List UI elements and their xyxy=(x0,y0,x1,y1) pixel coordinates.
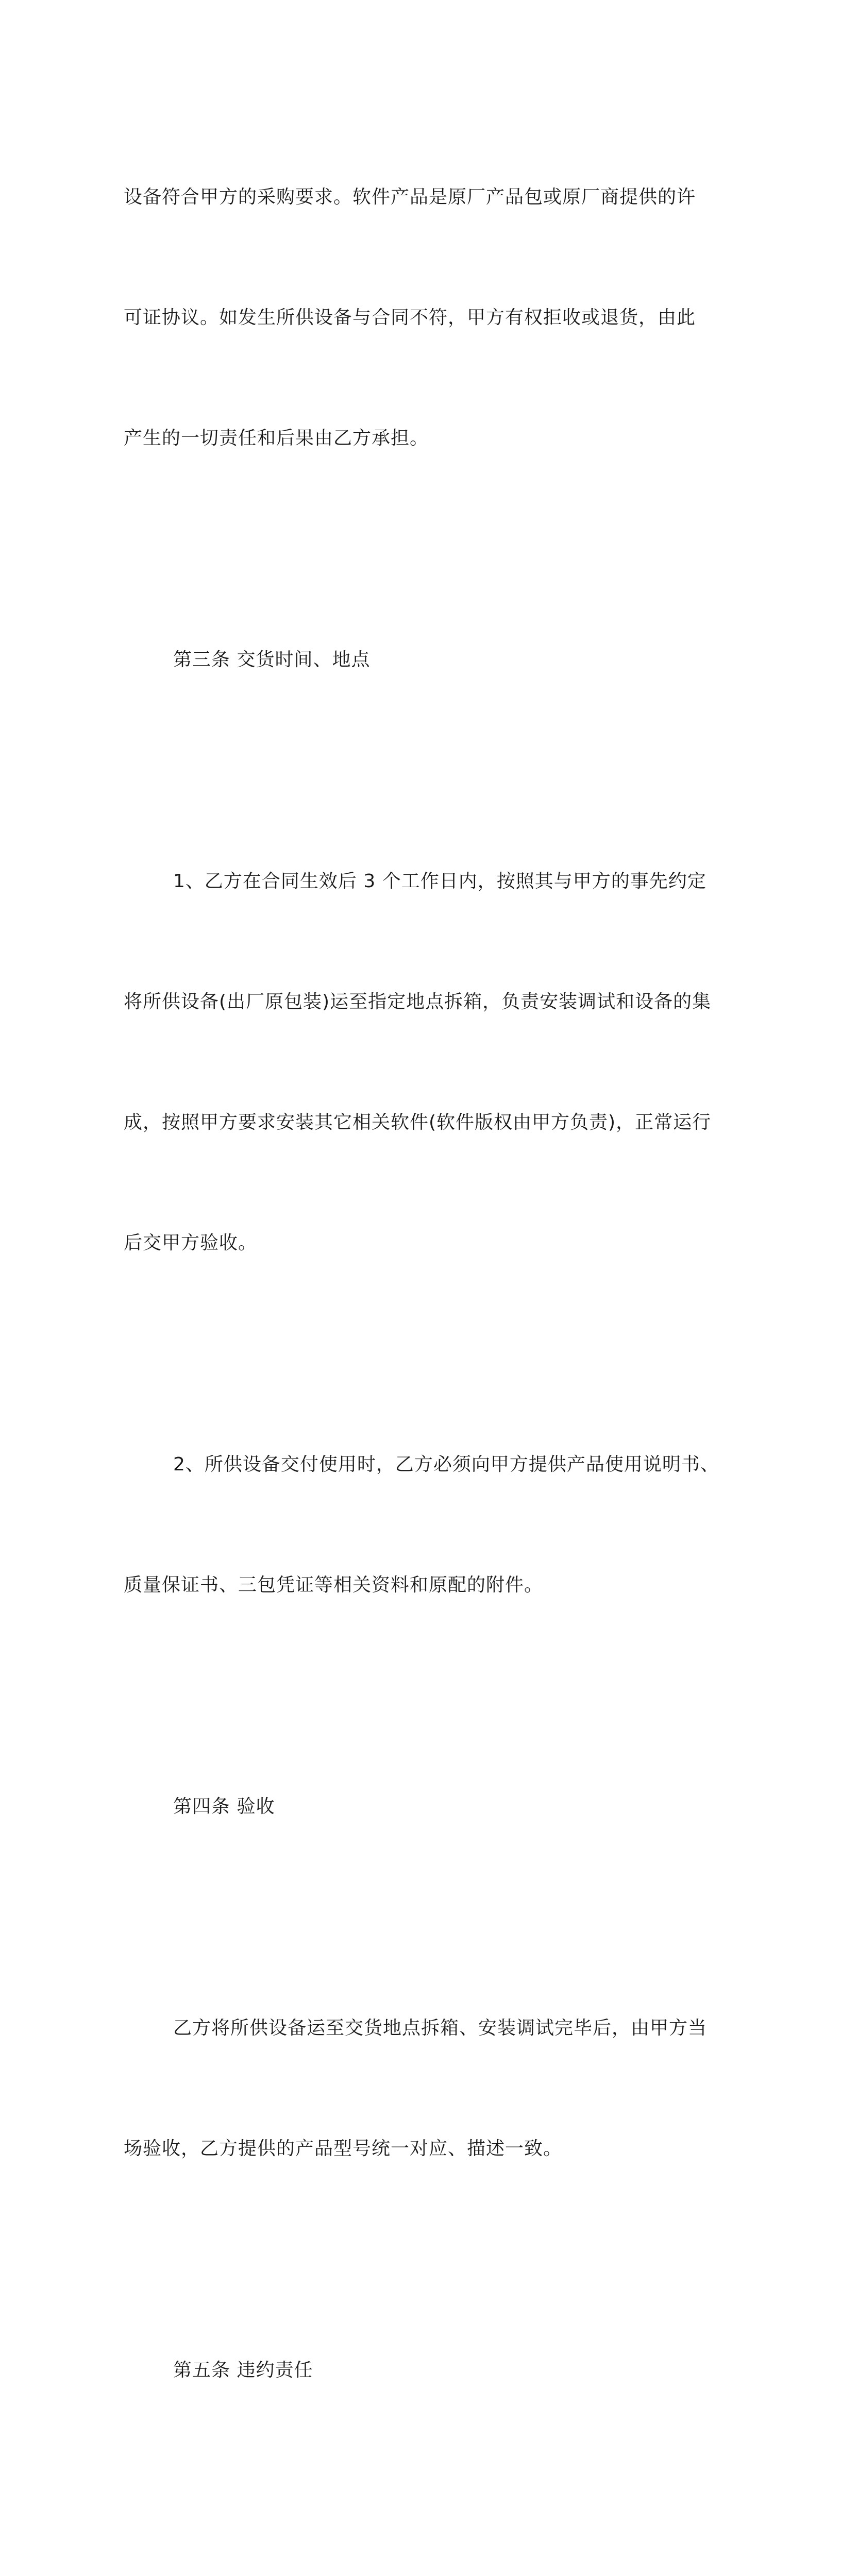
heading-text: 第四条 验收 xyxy=(173,1796,275,1817)
text-line: 2、所供设备交付使用时，乙方必须向甲方提供产品使用说明书、 xyxy=(173,1454,719,1475)
paragraph-article-3-clause-1 xyxy=(124,781,711,1344)
heading-text: 第三条 交货时间、地点 xyxy=(173,649,371,670)
paragraph-article-5-clause-1 xyxy=(124,2492,711,2576)
text-line: 乙方将所供设备运至交货地点拆箱、安装调试完毕后，由甲方当 xyxy=(173,2018,708,2039)
heading-article-4 xyxy=(124,1706,711,1907)
heading-text: 第五条 违约责任 xyxy=(173,2360,313,2381)
paragraph-article-3-clause-2 xyxy=(124,1364,719,1686)
text-line: 1、乙方在合同生效后 3 个工作日内，按照其与甲方的事先约定 xyxy=(173,871,707,892)
text-line: 将所供设备(出厂原包装)运至指定地点拆箱，负责安装调试和设备的集 xyxy=(124,991,712,1012)
text-line: 可证协议。如发生所供设备与合同不符，甲方有权拒收或退货，由此 xyxy=(124,307,696,328)
text-line xyxy=(124,2572,711,2576)
heading-article-3 xyxy=(124,560,711,760)
text-line: 后交甲方验收。 xyxy=(124,1232,258,1253)
paragraph-equipment-requirements xyxy=(124,97,711,539)
heading-article-5 xyxy=(124,2270,711,2471)
text-line: 成，按照甲方要求安装其它相关软件(软件版权由甲方负责)，正常运行 xyxy=(124,1112,712,1133)
text-line: 设备符合甲方的采购要求。软件产品是原厂产品包或原厂商提供的许 xyxy=(124,187,696,208)
paragraph-article-4-acceptance xyxy=(124,1928,711,2249)
text-line: 产生的一切责任和后果由乙方承担。 xyxy=(124,428,429,449)
document-body xyxy=(124,97,719,2576)
text-line: 场验收，乙方提供的产品型号统一对应、描述一致。 xyxy=(124,2138,563,2159)
text-line: 质量保证书、三包凭证等相关资料和原配的附件。 xyxy=(124,1574,544,1596)
